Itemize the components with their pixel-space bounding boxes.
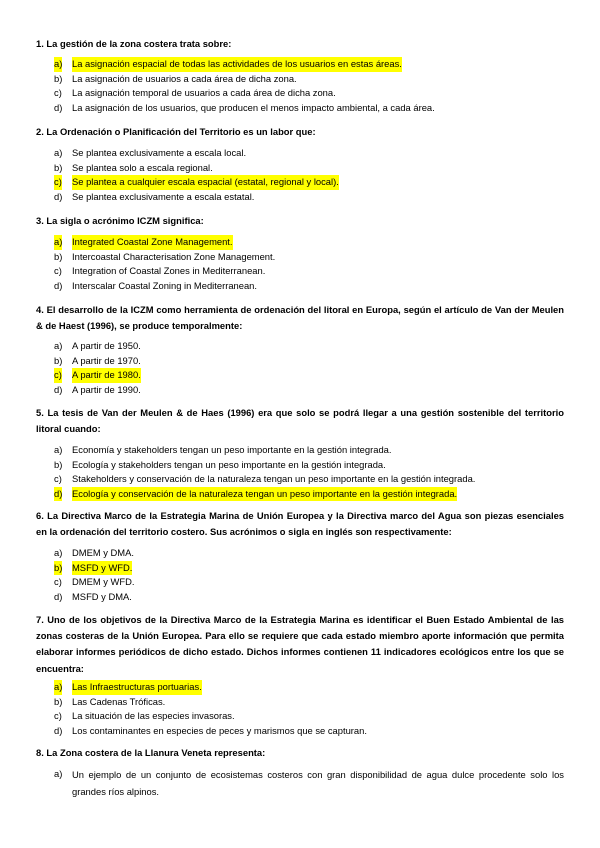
option-text: DMEM y WFD. — [72, 576, 135, 588]
option-letter: d) — [54, 101, 63, 113]
option-1d — [52, 101, 564, 116]
option-letter: b) — [54, 250, 63, 262]
option-letter: d) — [54, 487, 62, 502]
option-letter: c) — [54, 175, 62, 190]
option-letter: c) — [54, 710, 62, 722]
question-2-options — [52, 146, 564, 204]
option-7b — [52, 695, 564, 710]
question-8-title: 8. La Zona costera de la Llanura Veneta representa: — [36, 747, 266, 758]
option-4b — [52, 354, 564, 369]
question-1-options — [52, 57, 564, 115]
option-3c — [52, 264, 564, 279]
option-letter: a) — [54, 235, 62, 250]
option-text: MSFD y DMA. — [72, 590, 132, 602]
question-8-options — [52, 767, 564, 801]
question-4-title: 4. El desarrollo de la ICZM como herramienta de ordenación del litoral en Europa, según el artículo de Van der Meulen & de Haest (1996), se produce temporalmente: — [36, 304, 564, 332]
option-5b — [52, 458, 564, 473]
option-5c — [52, 472, 564, 487]
option-text: La asignación de los usuarios, que producen el menos impacto ambiental, a cada área. — [72, 101, 435, 113]
question-1-title: 1. La gestión de la zona costera trata sobre: — [36, 38, 232, 49]
option-text: Un ejemplo de un conjunto de ecosistemas costeros con gran disponibilidad de agua dulce procedente solo los grandes ríos alpinos. — [72, 769, 564, 797]
option-text: A partir de 1950. — [72, 340, 141, 351]
option-letter: d) — [54, 279, 63, 291]
option-6d — [52, 590, 564, 605]
option-text: Integrated Coastal Zone Management. — [72, 235, 233, 250]
option-letter: c) — [54, 87, 62, 99]
option-letter: a) — [54, 340, 63, 351]
option-text: A partir de 1970. — [72, 354, 141, 366]
option-3d — [52, 279, 564, 294]
option-7a — [52, 680, 564, 695]
option-letter: c) — [54, 368, 62, 383]
question-3-options — [52, 235, 564, 293]
option-letter: d) — [54, 724, 63, 736]
option-3b — [52, 250, 564, 265]
question-4-options — [52, 339, 564, 397]
option-text: Integration of Coastal Zones in Mediterranean. — [72, 265, 266, 277]
option-letter: b) — [54, 561, 62, 576]
question-6-title: 6. La Directiva Marco de la Estrategia Marina de Unión Europea y la Directiva marco del Agua son piezas esenciales en la ordenación del territorio costero. Sus acrónimos o sigla en inglés son respectivamente: — [36, 510, 564, 538]
option-text: Los contaminantes en especies de peces y marismos que se capturan. — [72, 724, 367, 736]
option-letter: a) — [54, 768, 63, 779]
option-1c — [52, 86, 564, 101]
option-4c — [52, 368, 564, 383]
option-2d — [52, 190, 564, 205]
option-text: Se plantea exclusivamente a escala estatal. — [72, 190, 255, 202]
option-text: Ecología y conservación de la naturaleza tengan un peso importante en la gestión integrada. — [72, 487, 457, 502]
option-text: Se plantea a cualquier escala espacial (estatal, regional y local). — [72, 175, 339, 190]
option-7d — [52, 724, 564, 739]
option-letter: d) — [54, 190, 63, 202]
option-3a — [52, 235, 564, 250]
option-6b — [52, 561, 564, 576]
option-text: Las Infraestructuras portuarias. — [72, 680, 202, 695]
option-2b — [52, 161, 564, 176]
option-text: Economía y stakeholders tengan un peso importante en la gestión integrada. — [72, 444, 392, 455]
option-text: A partir de 1990. — [72, 383, 141, 395]
option-letter: a) — [54, 57, 62, 72]
option-letter: b) — [54, 458, 63, 470]
option-text: Las Cadenas Tróficas. — [72, 695, 166, 707]
option-6a — [52, 546, 564, 561]
option-letter: a) — [54, 444, 63, 455]
option-letter: a) — [54, 147, 63, 158]
question-7-options — [52, 680, 564, 738]
option-text: La asignación espacial de todas las actividades de los usuarios en estas áreas. — [72, 57, 402, 72]
option-5d — [52, 487, 564, 502]
option-1b — [52, 72, 564, 87]
option-letter: a) — [54, 547, 63, 558]
option-2a — [52, 146, 564, 161]
option-letter: d) — [54, 590, 63, 602]
question-2-title: 2. La Ordenación o Planificación del Territorio es un labor que: — [36, 126, 316, 137]
option-letter: c) — [54, 473, 62, 485]
option-text: Intercoastal Characterisation Zone Management. — [72, 250, 276, 262]
option-text: La asignación de usuarios a cada área de dicha zona. — [72, 72, 297, 84]
option-text: Se plantea exclusivamente a escala local. — [72, 147, 247, 158]
option-letter: b) — [54, 695, 63, 707]
option-8a — [52, 767, 564, 801]
option-letter: b) — [54, 72, 63, 84]
option-6c — [52, 575, 564, 590]
option-1a — [52, 57, 564, 72]
option-5a — [52, 443, 564, 458]
option-7c — [52, 709, 564, 724]
question-5-options — [52, 443, 564, 501]
option-letter: c) — [54, 576, 62, 588]
option-letter: b) — [54, 354, 63, 366]
option-letter: b) — [54, 161, 63, 173]
option-text: DMEM y DMA. — [72, 547, 134, 558]
option-text: A partir de 1980. — [72, 368, 141, 383]
question-3-title: 3. La sigla o acrónimo ICZM significa: — [36, 215, 204, 226]
question-5-title: 5. La tesis de Van der Meulen & de Haes (1996) era que solo se podrá llegar a una gestión sostenible del territorio litoral cuando: — [36, 407, 564, 435]
question-7-title: 7. Uno de los objetivos de la Directiva Marco de la Estrategia Marina es identificar el Buen Estado Ambiental de las zonas costeras de la Unión Europea. Para ello se requiere que cada estado miembro aporte información que permita elaborar informes periódicos de dicho estado. Dichos informes contienen 11 indicadores ecológicos entre los que se encuentra: — [36, 614, 564, 674]
option-2c — [52, 175, 564, 190]
option-letter: c) — [54, 265, 62, 277]
option-letter: a) — [54, 680, 62, 695]
option-text: Se plantea solo a escala regional. — [72, 161, 213, 173]
option-text: Stakeholders y conservación de la naturaleza tengan un peso importante en la gestión integrada. — [72, 473, 476, 485]
option-text: La asignación temporal de usuarios a cada área de dicha zona. — [72, 87, 336, 99]
option-4d — [52, 383, 564, 398]
option-letter: d) — [54, 383, 63, 395]
option-text: Ecología y stakeholders tengan un peso importante en la gestión integrada. — [72, 458, 386, 470]
option-text: MSFD y WFD. — [72, 561, 132, 576]
option-text: Interscalar Coastal Zoning in Mediterranean. — [72, 279, 257, 291]
question-6-options — [52, 546, 564, 604]
option-text: La situación de las especies invasoras. — [72, 710, 235, 722]
option-4a — [52, 339, 564, 354]
